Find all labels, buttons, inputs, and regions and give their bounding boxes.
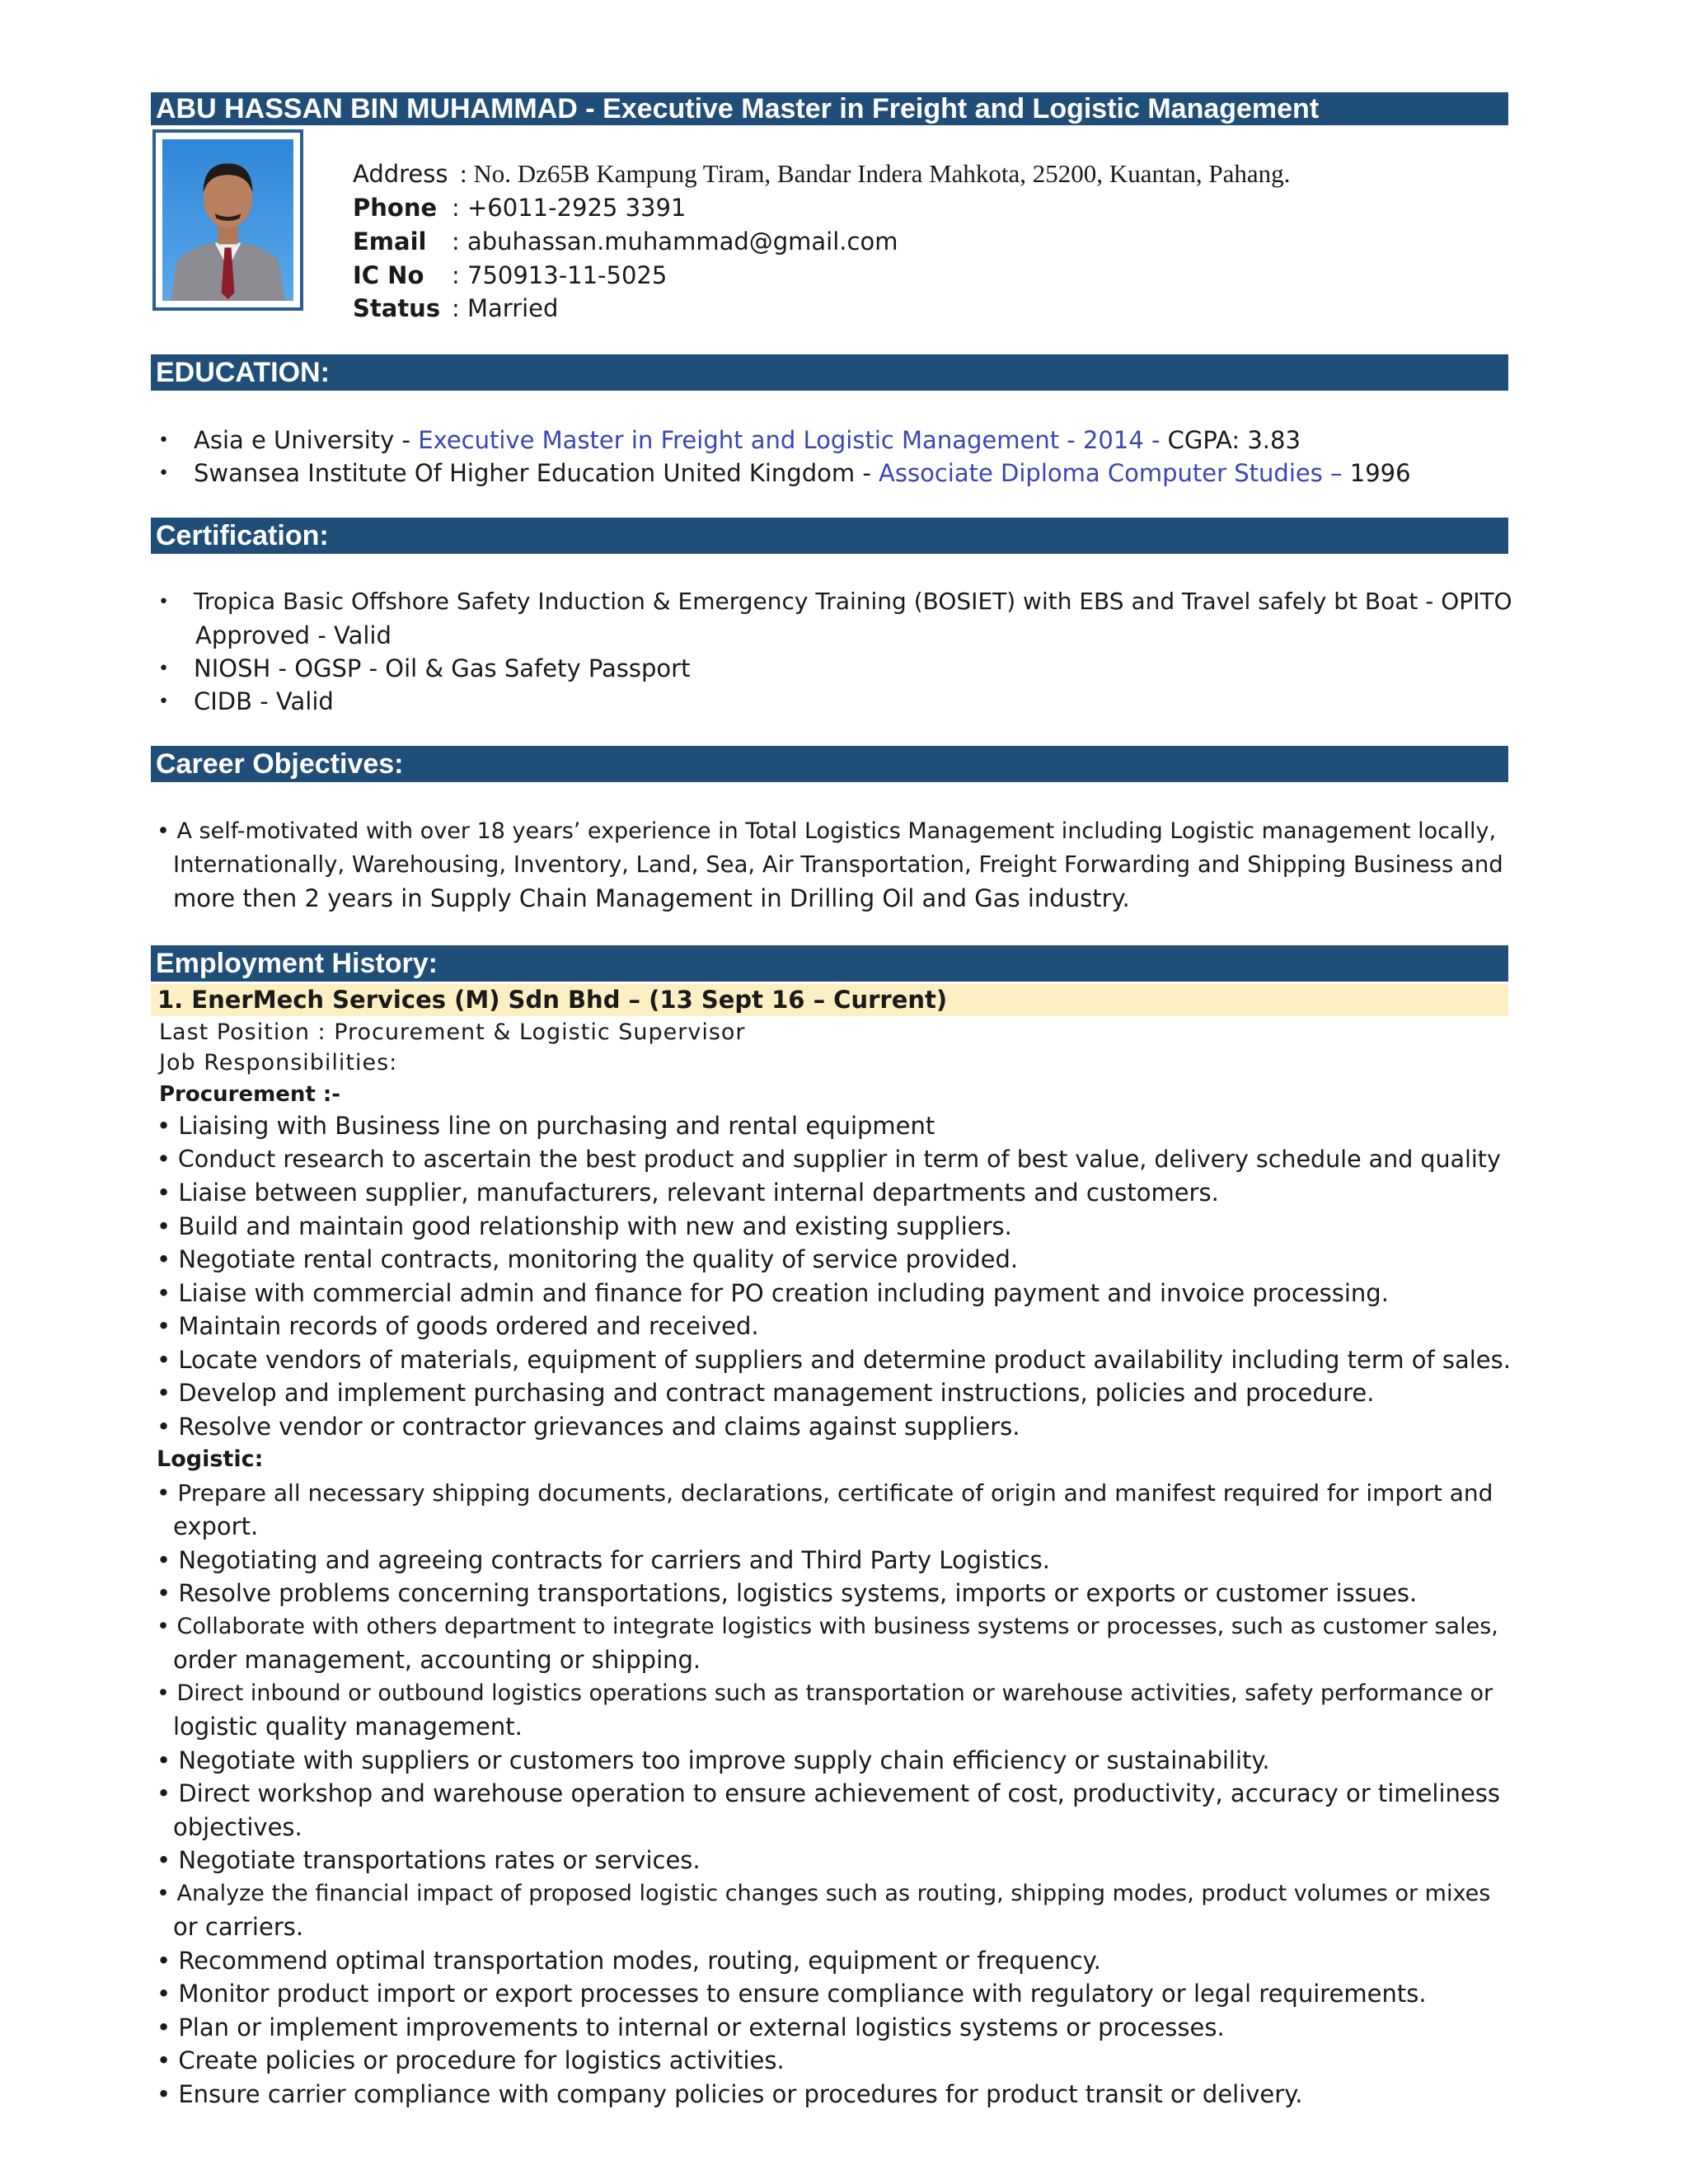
certification-item-continued: Approved - Valid xyxy=(195,621,392,649)
ic-value: : 750913-11-5025 xyxy=(452,261,668,289)
education-item xyxy=(194,459,1411,487)
career-line: Internationally, Warehousing, Inventory, Land, Sea, Air Transportation, Freight Forwarding and Shipping Business and xyxy=(173,851,1503,878)
phone-value: : +6011-2925 3391 xyxy=(452,194,687,222)
logistic-item: • Negotiate with suppliers or customers too improve supply chain efficiency or sustainability. xyxy=(157,1746,1270,1774)
education-item xyxy=(194,426,1301,454)
bullet-icon: • xyxy=(158,463,169,484)
career-line: more then 2 years in Supply Chain Management in Drilling Oil and Gas industry. xyxy=(173,884,1130,912)
certification-heading: Certification: xyxy=(156,520,329,551)
job-responsibilities-label: Job Responsibilities: xyxy=(159,1050,398,1076)
procurement-item: • Resolve vendor or contractor grievances and claims against suppliers. xyxy=(157,1413,1020,1441)
logistic-item: • Direct inbound or outbound logistics operations such as transportation or warehouse activities, safety performance or xyxy=(157,1680,1493,1706)
procurement-item: • Conduct research to ascertain the best product and supplier in term of best value, delivery schedule and quality xyxy=(157,1146,1501,1173)
procurement-item: • Locate vendors of materials, equipment of suppliers and determine product availability including term of sales. xyxy=(157,1346,1511,1374)
profile-photo xyxy=(152,129,303,311)
certification-item: CIDB - Valid xyxy=(194,687,334,715)
phone-label: Phone xyxy=(353,194,438,222)
logistic-item-continued: objectives. xyxy=(173,1813,302,1841)
procurement-item: • Liaise between supplier, manufacturers, relevant internal departments and customers. xyxy=(157,1179,1219,1207)
employment-heading: Employment History: xyxy=(156,948,438,979)
email-value: : abuhassan.muhammad@gmail.com xyxy=(452,227,898,255)
certification-heading-bar xyxy=(151,518,1508,554)
education-heading: EDUCATION: xyxy=(156,357,330,388)
education-extra: 1996 xyxy=(1349,459,1411,487)
logistic-item-continued: or carriers. xyxy=(173,1913,304,1941)
procurement-label: Procurement :- xyxy=(159,1082,341,1107)
bullet-icon: • xyxy=(158,430,169,451)
certification-item: Tropica Basic Offshore Safety Induction & Emergency Training (BOSIET) with EBS and Travel safely bt Boat - OPITO xyxy=(194,588,1512,615)
procurement-item: • Liaise with commercial admin and finance for PO creation including payment and invoice processing. xyxy=(157,1279,1389,1307)
logistic-item-continued: export. xyxy=(173,1512,259,1540)
procurement-item: • Maintain records of goods ordered and received. xyxy=(157,1312,759,1340)
logistic-item-continued: order management, accounting or shipping. xyxy=(173,1646,701,1674)
job-title: 1. EnerMech Services (M) Sdn Bhd – (13 Sept 16 – Current) xyxy=(157,986,948,1014)
status-label: Status xyxy=(353,294,441,322)
procurement-item: • Liaising with Business line on purchasing and rental equipment xyxy=(157,1112,935,1140)
logistic-label: Logistic: xyxy=(157,1446,264,1472)
resume-title: ABU HASSAN BIN MUHAMMAD - Executive Master in Freight and Logistic Management xyxy=(156,93,1320,124)
education-heading-bar xyxy=(151,354,1508,391)
person-portrait-icon xyxy=(162,139,293,301)
logistic-item: • Analyze the financial impact of proposed logistic changes such as routing, shipping modes, product volumes or mixes xyxy=(157,1881,1491,1906)
procurement-item: • Negotiate rental contracts, monitoring the quality of service provided. xyxy=(157,1245,1019,1273)
bullet-icon: • xyxy=(158,658,169,679)
education-program: Executive Master in Freight and Logistic Management - 2014 - xyxy=(418,426,1168,454)
logistic-item: • Collaborate with others department to integrate logistics with business systems or processes, such as customer sales, xyxy=(157,1614,1498,1639)
education-extra: CGPA: 3.83 xyxy=(1167,426,1301,454)
resume-title-bar xyxy=(151,92,1508,125)
logistic-item: • Ensure carrier compliance with company policies or procedures for product transit or delivery. xyxy=(157,2080,1303,2108)
address-label: Address xyxy=(353,160,448,188)
bullet-icon: • xyxy=(158,592,169,612)
address-value: : No. Dz65B Kampung Tiram, Bandar Indera Mahkota, 25200, Kuantan, Pahang. xyxy=(460,159,1291,188)
job-position: Last Position : Procurement & Logistic Supervisor xyxy=(159,1019,746,1045)
status-value: : Married xyxy=(452,294,559,322)
career-line: • A self-motivated with over 18 years’ experience in Total Logistics Management including Logistic management locally, xyxy=(157,818,1497,844)
logistic-item: • Plan or implement improvements to internal or external logistics systems or processes. xyxy=(157,2013,1225,2041)
logistic-item: • Monitor product import or export processes to ensure compliance with regulatory or legal requirements. xyxy=(157,1980,1427,2008)
logistic-item: • Negotiate transportations rates or services. xyxy=(157,1846,701,1874)
logistic-item: • Resolve problems concerning transportations, logistics systems, imports or exports or customer issues. xyxy=(157,1579,1418,1607)
logistic-item: • Create policies or procedure for logistics activities. xyxy=(157,2046,785,2074)
bullet-icon: • xyxy=(158,691,169,712)
logistic-item: • Recommend optimal transportation modes, routing, equipment or frequency. xyxy=(157,1947,1101,1975)
education-school: Swansea Institute Of Higher Education United Kingdom - xyxy=(194,459,879,487)
education-school: Asia e University - xyxy=(194,426,419,454)
logistic-item-continued: logistic quality management. xyxy=(173,1713,523,1741)
employment-heading-bar xyxy=(151,945,1508,982)
career-heading-bar xyxy=(151,746,1508,782)
logistic-item: • Prepare all necessary shipping documents, declarations, certificate of origin and manifest required for import and xyxy=(157,1479,1493,1507)
ic-label: IC No xyxy=(353,261,424,289)
email-label: Email xyxy=(353,227,427,255)
procurement-item: • Build and maintain good relationship with new and existing suppliers. xyxy=(157,1212,1012,1240)
logistic-item: • Direct workshop and warehouse operation to ensure achievement of cost, productivity, accuracy or timeliness xyxy=(157,1779,1500,1807)
procurement-item: • Develop and implement purchasing and contract management instructions, policies and procedure. xyxy=(157,1379,1375,1407)
career-heading: Career Objectives: xyxy=(156,748,404,780)
logistic-item: • Negotiating and agreeing contracts for carriers and Third Party Logistics. xyxy=(157,1546,1050,1574)
job-title-bar xyxy=(151,984,1508,1016)
education-program: Associate Diploma Computer Studies – xyxy=(879,459,1350,487)
certification-item: NIOSH - OGSP - Oil & Gas Safety Passport xyxy=(194,654,691,682)
